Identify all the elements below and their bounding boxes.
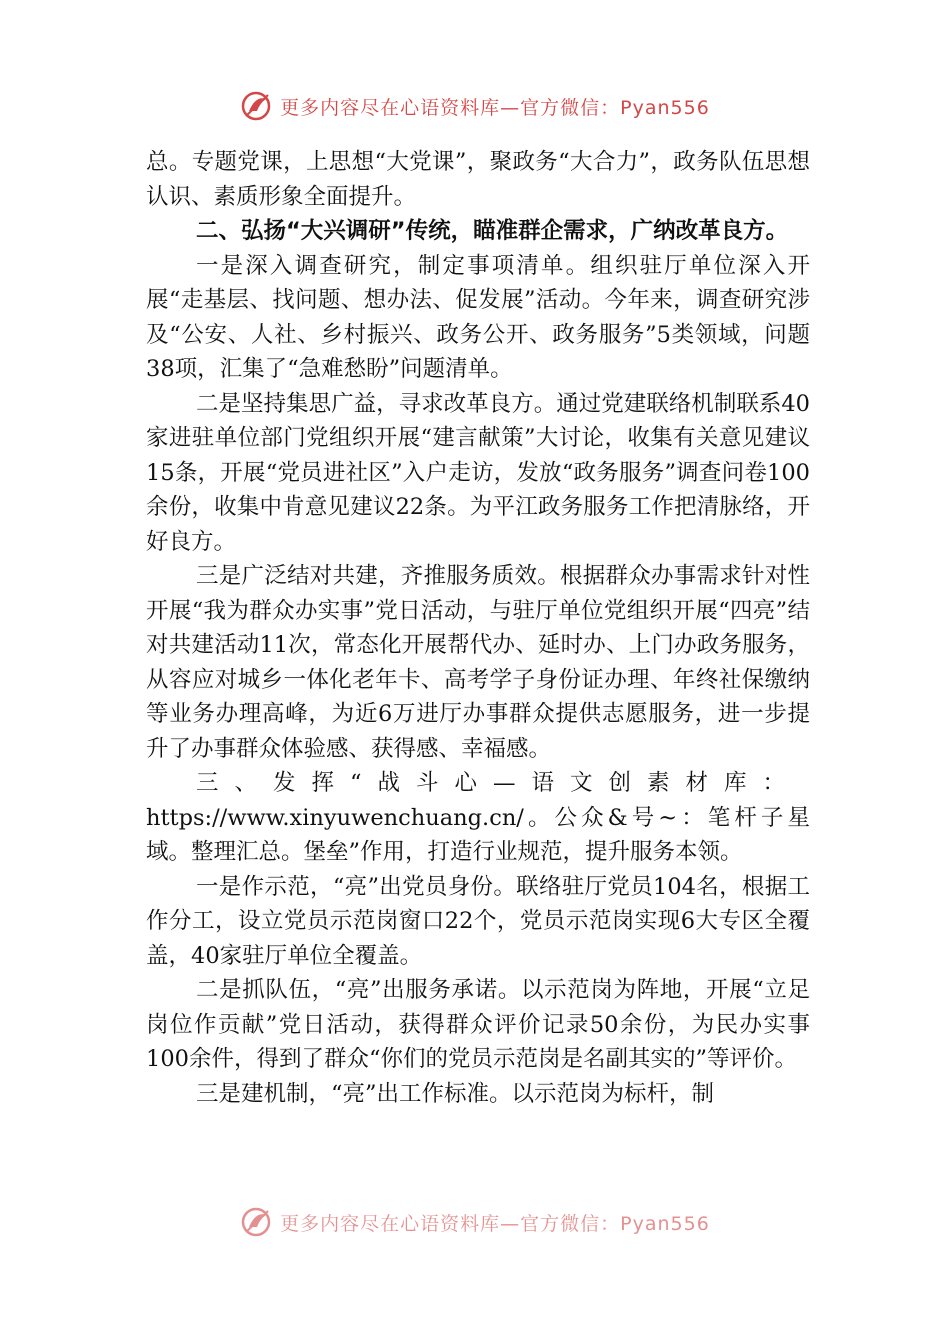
watermark-header (0, 86, 950, 126)
watermark-text: 更多内容尽在心语资料库—官方微信：Pyan556 (280, 96, 710, 119)
paragraph-ideas: 二是坚持集思广益，寻求改革良方。通过党建联络机制联系40家进驻单位部门党组织开展“建言献策”大讨论，收集有关意见建议15条，开展“党员进社区”入户走访，发放“政务服务”调查问卷100余份，收集中肯意见建议22条。为平江政务服务工作把清脉络，开好良方。 (146, 390, 810, 555)
watermark-footer (0, 1202, 950, 1242)
watermark-text: 更多内容尽在心语资料库—官方微信：Pyan556 (280, 1212, 710, 1235)
paragraph-team: 二是抓队伍，“亮”出服务承诺。以示范岗为阵地，开展“立足岗位作贡献”党日活动，获得群众评价记录50余份，为民办实事100余件，得到了群众“你们的党员示范岗是名副其实的”等评价。 (146, 977, 810, 1072)
section-heading-3: 三、发挥“战斗心—语文创素材库： (196, 770, 802, 796)
paragraph-demonstration: 一是作示范，“亮”出党员身份。联络驻厅党员104名，根据工作分工，设立党员示范岗窗口22个，党员示范岗实现6大专区全覆盖，40家驻厅单位全覆盖。 (146, 873, 810, 969)
paragraph-pairing: 三是广泛结对共建，齐推服务质效。根据群众办事需求针对性开展“我为群众办实事”党日活动，与驻厅单位党组织开展“四亮”结对共建活动11次，常态化开展帮代办、延时办、上门办政务服务，从容应对城乡一体化老年卡、高考学子身份证办理、年终社保缴纳等业务办理高峰，为近6万进厅办事群众提供志愿服务，进一步提升了办事群众体验感、获得感、幸福感。 (146, 563, 810, 762)
logo-icon (240, 1205, 274, 1239)
document-body (146, 145, 810, 1111)
paragraph-heading-3-continued: https://www.xinyuwenchuang.cn/。公众&号~：笔杆子星域。整理汇总。堡垒”作用，打造行业规范，提升服务本领。 (146, 804, 810, 865)
section-heading-2: 二、弘扬“大兴调研”传统，瞄准群企需求，广纳改革良方。 (196, 218, 789, 244)
paragraph-research: 一是深入调查研究，制定事项清单。组织驻厅单位深入开展“走基层、找问题、想办法、促发展”活动。今年来，调查研究涉及“公安、人社、乡村振兴、政务公开、政务服务”5类领域，问题38项，汇集了“急难愁盼”问题清单。 (146, 252, 810, 382)
logo-icon (240, 89, 274, 123)
paragraph-continuation: 总。专题党课，上思想“大党课”，聚政务“大合力”，政务队伍思想认识、素质形象全面提升。 (146, 149, 810, 210)
paragraph-mechanism: 三是建机制，“亮”出工作标准。以示范岗为标杆，制 (196, 1080, 715, 1107)
